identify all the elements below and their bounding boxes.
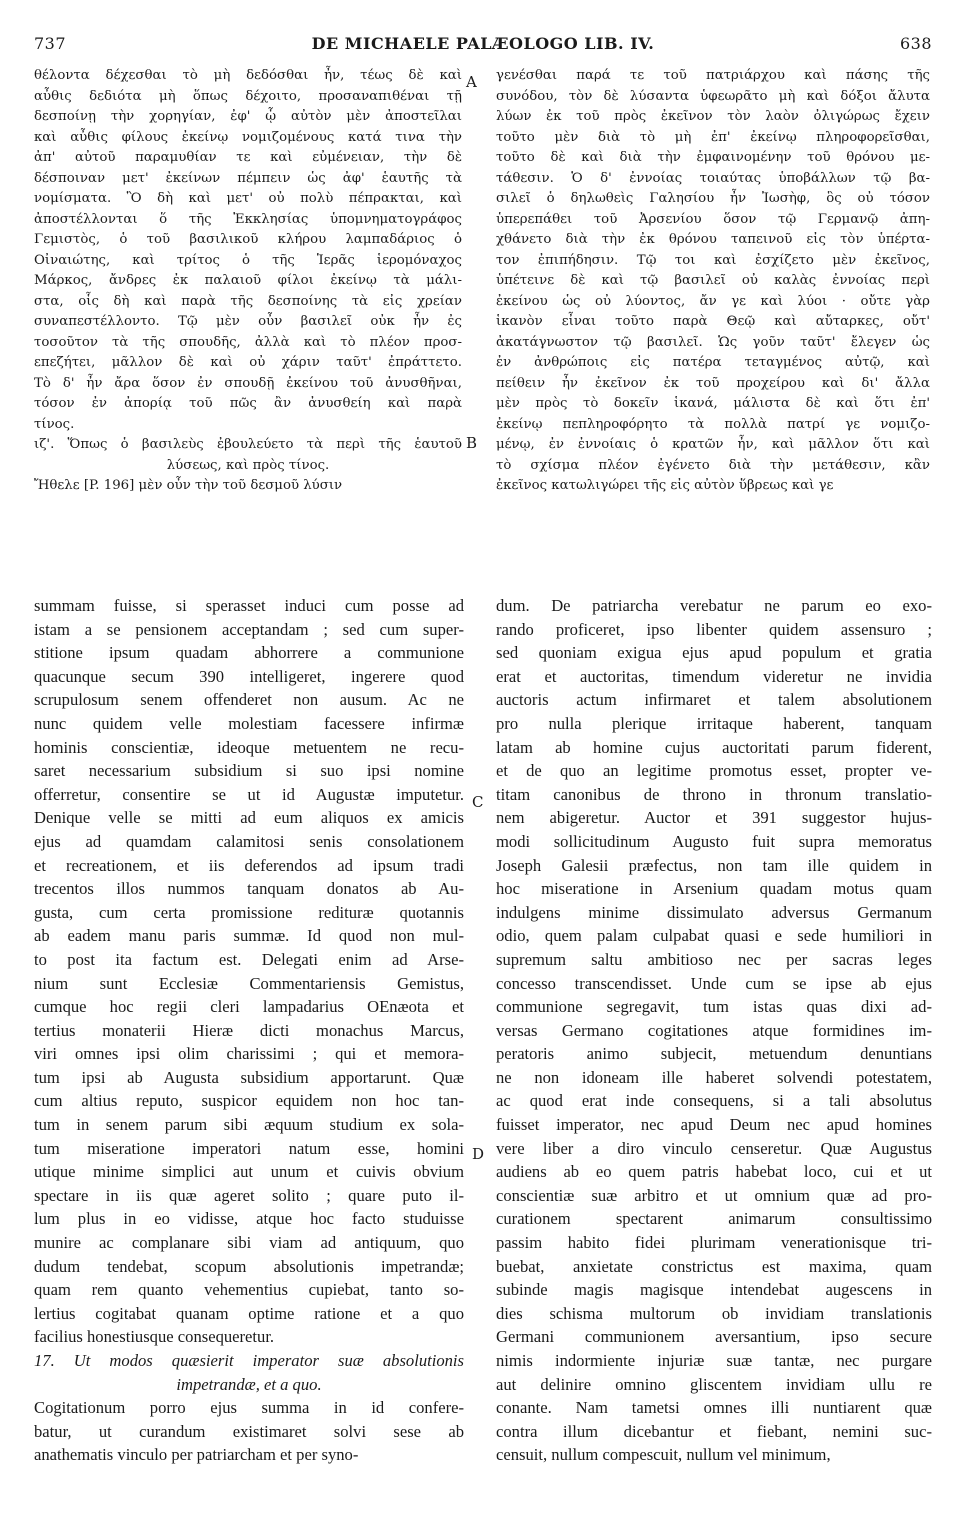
text-line: cumque hoc regii cleri lampadarius OEnæota et [34, 997, 464, 1017]
text-line: ne non idoneam ille haberet solvendi potestatem, [496, 1067, 932, 1087]
text-line: καὶ αὖθις φίλους ἐκείνῳ νομιζομένους κατά τινα τὴν [34, 129, 462, 145]
text-line: μὲν πρὸς τὸ δοκεῖν ἱκανά, μάλιστα δὲ καὶ ὅτι ἐπ' [496, 396, 930, 411]
text-line: impetrandæ, et a quo. [176, 1374, 322, 1394]
text-line: nimis indormiente injuriæ suæ tantæ, nec purgare [496, 1351, 932, 1370]
text-line: λύσεως, καὶ πρὸς τίνος. [166, 457, 330, 473]
margin-marker-d: D [472, 1145, 485, 1163]
text-line: μένῳ, ἐν ἐννοίαις ὁ κρατῶν ἦν, καὶ μᾶλλον ὅτι καὶ [496, 437, 930, 452]
text-line: τοσοῦτον τὰ τῆς σπουδῆς, ἀλλὰ καὶ τὸ πλέον προσ- [34, 334, 462, 350]
text-line: hoc miseratione in Arsenium quadam motus quam [496, 879, 932, 899]
text-line: ejus ad quamdam calamitosi senis consolationem [34, 831, 464, 851]
text-line: Cogitationum porro ejus summa in id confere- [34, 1398, 464, 1418]
text-line: supremum saltu ambitioso nec per sacras leges [496, 949, 932, 969]
text-line: τον ἐπιπήδησιν. Τῷ τοι καὶ ἐσχίζετο μὲν ἐκεῖνος, [496, 252, 930, 268]
text-line: χθάνετο διὰ τὴν ἐκ θρόνου ταπεινοῦ εἰς τὸν ὑπέρτα- [496, 232, 930, 247]
text-line: passim habito fidei plurimam venerationisque tri- [496, 1233, 932, 1253]
text-line: summam fuisse, si sperasset induci cum posse ad [34, 596, 464, 615]
text-line: utique minime simplici aut unum et cuivis obvium [34, 1162, 464, 1182]
text-line: facilius honestiusque consequeretur. [34, 1327, 275, 1347]
text-line: θέλοντα δέχεσθαι τὸ μὴ δεδόσθαι ἦν, τέως δὲ καὶ [34, 68, 462, 83]
text-line: ἐκείνου ὡς οὐ λύοντος, ἄν γε καὶ λύοι · οὔτε γὰρ [496, 293, 930, 309]
text-line: ἱκανὸν εἶναι τοῦτο παρὰ Θεῷ καὶ αὔταρκες, οὔτ' [496, 314, 930, 329]
text-line: sed quoniam exigua ejus apud populum et gratia [496, 643, 932, 663]
text-line: ἀποστέλλονται ὅ τῆς Ἐκκλησίας ὑπομνηματογράφος [34, 211, 462, 227]
latin-column-right [496, 594, 932, 1467]
text-line: anathematis vinculo per patriarcham et per syno- [34, 1445, 359, 1465]
text-line: tum in senem parum sibi æquum studium ex sola- [34, 1115, 464, 1135]
text-line: communione segregavit, tum istas quas dixi ad- [496, 997, 932, 1017]
text-line: ἐν ἀνθρώποις εἰς πατέρα τεταγμένος αὐτῷ, καὶ [496, 355, 930, 370]
text-line: rando proficeret, ipso libenter quidem assensuro ; [496, 619, 932, 639]
text-line: indulgens minime dissimulato adversus Germanum [496, 902, 932, 922]
text-line: Germani communionem aversantium, ipso secure [496, 1327, 932, 1347]
text-line: cum altius reputo, suspicor equidem non hoc tan- [34, 1091, 464, 1111]
text-line: munire ac complanare sibi viam ad antiquum, quo [34, 1233, 464, 1253]
text-line: dum. De patriarcha verebatur ne parum eo exo- [496, 596, 932, 615]
text-line: Denique velle se mitti ad eum aliquos ex amicis [34, 808, 464, 828]
text-line: tertius monaterii Hieræ dicti monachus Marcus, [34, 1020, 464, 1040]
text-line: Μάρκος, ἄνδρες ἐκ παλαιοῦ φίλοι ἐκείνῳ τὰ μάλι- [34, 273, 462, 288]
text-line: δεσποίνῃ τὴν χορηγίαν, ἐφ' ᾧ αὐτὸν μὲν ἀποστεῖλαι [34, 109, 462, 124]
text-line: pro nulla plerique irritaque haberent, tanquam [496, 713, 932, 733]
margin-marker-c: C [472, 793, 484, 811]
text-line: τὸ σχίσμα πλέον ἐγένετο διὰ τὴν μετάθεσιν, κἂν [496, 457, 930, 473]
latin-column-left [34, 594, 464, 1467]
text-line: τοῦτο δὲ καὶ διὰ τὴν ἐμφαινομένην τοῦ θρόνου με- [496, 150, 930, 165]
margin-marker-b: B [466, 434, 478, 452]
text-line: et recreationem, et iis deferendos ad ipsum tradi [34, 855, 464, 875]
text-line: versas Germano cogitationes atque formidines im- [496, 1020, 932, 1040]
text-line: δέσποιναν μετ' ἐκείνων πέμπειν ὡς ἀφ' ἑαυτῆς τὰ [34, 170, 462, 186]
text-line: νομίσματα. Ὃ δὴ καὶ μετ' οὐ πολὺ πέπρακται, καὶ [34, 191, 462, 206]
text-line: tum miseratione imperatori natum esse, homini [34, 1138, 464, 1158]
text-line: subinde magis magisque intendebat augescens in [496, 1280, 932, 1300]
text-line: vere liber a diro vinculo censeretur. Quæ Augustus [496, 1138, 932, 1158]
text-line: fuisset imperator, nec apud Deum nec apud homines [496, 1115, 932, 1135]
text-line: τοῦτο μὲν διὰ τὸ μὴ ἐπ' ἐκείνῳ πληροφορεῖσθαι, [496, 129, 930, 145]
text-line: modi sollicitudinum Augusto fuit supra memoratus [496, 831, 932, 851]
text-line: odio, quem palam culpabat quasi e sede humiliori in [496, 926, 932, 946]
text-line: ὑπερεπάθει τοῦ Ἀρσενίου ὅσον τῷ Γερμανῷ ἀπη- [496, 211, 930, 227]
text-line: τόσον ἐν ἀπορίᾳ τοῦ πῶς ἂν ἀνυσθείη καὶ παρὰ [34, 396, 462, 411]
text-line: ιζ'. Ὅπως ὁ βασιλεὺς ἐβουλεύετο τὰ περὶ τῆς ἑαυτοῦ [34, 437, 462, 452]
text-line: dies schisma multorum ob invidiam translationis [496, 1303, 932, 1323]
text-line: Οἰναιώτης, καὶ τρίτος ὁ τῆς Ἱερᾶς ἱερομόναχος [34, 252, 462, 268]
text-line: tum ipsi ab Augusta subsidium apportarunt. Quæ [34, 1067, 464, 1087]
text-line: Joseph Galesii præfectus, non tam ille quidem in [496, 855, 932, 875]
greek-column-left [34, 66, 462, 497]
text-line: spectare in iis quæ ageret solito ; quare puto il- [34, 1185, 464, 1205]
text-line: τίνος. [34, 416, 75, 432]
text-line: Ἤθελε [P. 196] μὲν οὖν τὴν τοῦ δεσμοῦ λύσιν [34, 478, 343, 493]
text-line: γενέσθαι παρά τε τοῦ πατριάρχου καὶ πάσης τῆς [496, 68, 930, 83]
text-line: saret necessarium subsidium si suo ipsi nomine [34, 761, 464, 781]
text-line: et de quo an legitime promotus esset, propter ve- [496, 761, 932, 781]
text-line: viri omnes ipsi olim charissimi ; qui et memora- [34, 1044, 464, 1064]
text-line: ὑπέτεινε δὲ καὶ τῷ βασιλεῖ οὐ καλὰς ἐννοίας περὶ [496, 273, 930, 288]
text-line: latam ab homine cujus auctoritati parum fiderent, [496, 737, 932, 757]
text-line: stitione ipsum quadam abhorrere a communione [34, 643, 464, 663]
page-number-left: 737 [34, 34, 67, 53]
text-line: concesso transcendisset. Unde cum se ipse ab ejus [496, 973, 932, 993]
text-line: ac quod erat inde consequens, si a tali absolutus [496, 1091, 932, 1111]
text-line: scrupulosum senem offenderet non ausum. Ac ne [34, 690, 464, 710]
text-line: στα, οἷς δὴ καὶ παρὰ τῆς δεσποίνης τὰ εἰς χρείαν [34, 293, 462, 309]
text-line: 17. Ut modos quæsierit imperator suæ absolutionis [34, 1351, 464, 1370]
text-line: Τὸ δ' ἦν ἄρα ὅσον ἐν σπουδῇ ἐκείνου τοῦ ἀνυσθῆναι, [34, 375, 462, 391]
text-line: quacunque secum 390 intelligeret, ingerere quod [34, 666, 464, 686]
text-line: ἐκείνῳ πεπληροφόρητο τὰ πολλὰ πατρί γε νομιζο- [496, 416, 930, 432]
text-line: to post ita factum est. Delegati enim ad Arse- [34, 949, 464, 969]
text-line: conscientiæ suæ arbitro et ut omnium quæ ad pro- [496, 1185, 932, 1205]
text-line: ἀπ' αὐτοῦ παραμυθίαν τε καὶ εὐμένειαν, τὴν δὲ [34, 150, 462, 165]
text-line: nunc quidem velle molestiam facessere infirmæ [34, 713, 464, 733]
page-number-right: 638 [899, 34, 932, 53]
text-line: Γεμιστὸς, ὁ τοῦ βασιλικοῦ κλήρου λαμπαδάριος ὁ [34, 232, 462, 247]
text-line: ἐκεῖνος κατωλιγώρει τῆς εἰς αὐτὸν ὕβρεως καὶ γε [496, 478, 834, 493]
text-line: auctoris actum infirmaret et talem absolutionem [496, 690, 932, 710]
text-line: lum plus in eo vidisse, atque hoc facto studuisse [34, 1209, 464, 1229]
running-title: DE MICHAELE PALÆOLOGO LIB. IV. [311, 34, 655, 53]
text-line: istam a se pensionem acceptandam ; sed cum super- [34, 619, 464, 639]
greek-column-right [496, 66, 930, 497]
text-line: ἀκατάγνωστον τῷ βασιλεῖ. Ὡς γοῦν ταῦτ' ἔλεγεν ὡς [496, 334, 930, 350]
text-line: nem abigeretur. Auctor et 391 suggestor hujus- [496, 808, 932, 828]
text-line: αὖθις δεδιότα μὴ ὅπως δέχοιτο, προσαναπιθέναι τῇ [34, 88, 462, 104]
text-line: batur, ut curandum existimaret solvi sese ab [34, 1421, 464, 1441]
text-line: hominis conscientiæ, ideoque metuentem ne recu- [34, 737, 464, 757]
text-line: curationem spectarent animarum consultissimo [496, 1209, 932, 1229]
text-line: ab eadem manu paris summæ. Id quod non mul- [34, 926, 464, 946]
text-line: aut delinire omnino gliscentem invidiam ullu re [496, 1374, 932, 1394]
text-line: gusta, cum certa promissione redituræ quotannis [34, 902, 464, 922]
text-line: trecentos illos nummos tanquam donatos ab Au- [34, 879, 464, 899]
text-line: nium sunt Ecclesiæ Commentariensis Gemistus, [34, 973, 464, 993]
text-line: buebat, anxietate constrictus est maxima, quam [496, 1256, 932, 1276]
text-line: συναπεστέλλοντο. Τῷ μὲν οὖν βασιλεῖ οὐκ ἦν ἐς [34, 314, 462, 329]
text-line: conante. Nam tametsi omnes illi nuntiarent quæ [496, 1398, 932, 1418]
text-line: λύων ἐκ τοῦ πρὸς ἐκεῖνον τὸν λαὸν ὀλιγώρως ἔχειν [496, 109, 930, 124]
text-line: τάθεσιν. Ὁ δ' ἐννοίας τοιαύτας ὑποβάλλων τῷ βα- [496, 170, 930, 186]
text-line: dudum tendebat, scopum absolutionis impetrandæ; [34, 1256, 464, 1276]
text-line: titam canonibus de throno in thronum translatio- [496, 784, 932, 804]
text-line: συνόδου, τὸν δὲ λύσαντα ὑφεωρᾶτο μὴ καὶ δόξοι ἄλυτα [496, 88, 930, 104]
text-line: audiens ab eo quem patris habebat loco, cui et ut [496, 1162, 932, 1182]
text-line: quam rem quanto vehementius cupiebat, tanto so- [34, 1280, 464, 1300]
text-line: offerretur, consentire se ut id Augustæ imputetur. [34, 784, 464, 804]
text-line: lertius cogitabat quanam optime ratione et a quo [34, 1303, 464, 1323]
text-line: erat et auctoritas, timendum videretur ne invidia [496, 666, 932, 686]
text-line: επεζήτει, μᾶλλον δὲ καὶ οὐ χάριν ταῦτ' ἐπράττετο. [34, 355, 462, 370]
text-line: peratoris animo subjecit, metuendum denuntians [496, 1044, 932, 1064]
margin-marker-a: A [466, 73, 477, 91]
text-line: contra illum dicebantur et fiebant, nemini suc- [496, 1421, 932, 1441]
text-line: πείθειν ἦν ἐκεῖνον ἐκ τοῦ προχείρου καὶ δι' ἄλλα [496, 375, 930, 391]
running-head [34, 34, 932, 56]
text-line: σιλεῖ ὁ δηλωθεὶς Γαλησίου ἦν Ἰωσὴφ, ὃς οὐ τόσον [496, 191, 930, 206]
text-line: censuit, nullum compescuit, nullum vel minimum, [496, 1445, 831, 1465]
